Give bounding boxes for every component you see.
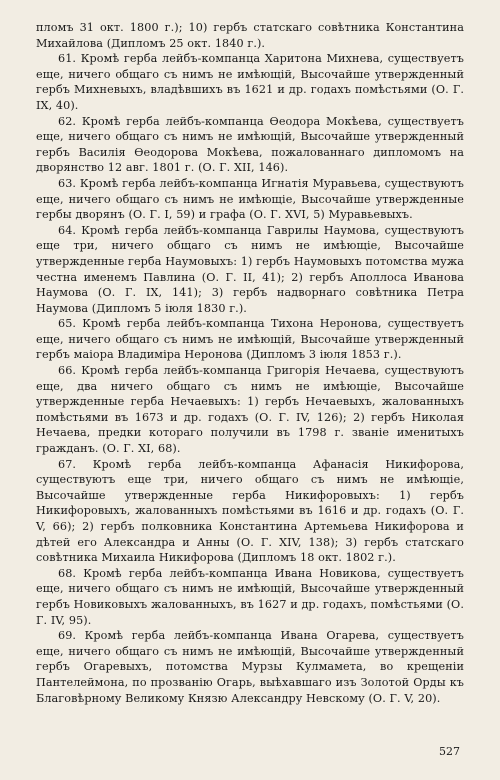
paragraph-61: 61. Кромѣ герба лейбъ-компанца Харитона Михнева, существуетъ еще, ничего общаго съ нимъ не имѣющій, Высочайше утвержденный гербъ Михневыхъ, владѣвшихъ въ 1621 и др. годахъ помѣстьями (О. Г. IX, 40).	[36, 52, 464, 112]
paragraph-67: 67. Кромѣ герба лейбъ-компанца Афанасія Никифорова, существуютъ еще три, ничего общаго съ нимъ не имѣющіе, Высочайше утвержденные герба Никифоровыхъ: 1) гербъ Никифоровыхъ, жалованныхъ помѣстьями въ 1616 и др. годахъ (О. Г. V, 66); 2) гербъ полковника Константина Артемьева Никифорова и дѣтей его Александра и Анны (О. Г. XIV, 138); 3) гербъ статскаго совѣтника Михаила Никифорова (Дипломъ 18 окт. 1802 г.).	[36, 457, 464, 565]
page-number: 527	[439, 745, 460, 758]
body-text	[36, 20, 464, 706]
paragraph-62: 62. Кромѣ герба лейбъ-компанца Ѳеодора Мокѣева, существуетъ еще, ничего общаго съ нимъ не имѣющій, Высочайше утвержденный гербъ Василія Ѳеодорова Мокѣева, пожалованнаго дипломомъ на дворянство 12 авг. 1801 г. (О. Г. XII, 146).	[36, 114, 464, 175]
paragraph-63: 63. Кромѣ герба лейбъ-компанца Игнатія Муравьева, существуютъ еще, ничего общаго съ нимъ не имѣющіе, Высочайше утвержденные гербы дворянъ (О. Г. I, 59) и графа (О. Г. XVI, 5) Муравьевыхъ.	[36, 176, 464, 222]
paragraph-68: 68. Кромѣ герба лейбъ-компанца Ивана Новикова, существуетъ еще, ничего общаго съ нимъ не имѣющій, Высочайше утвержденный гербъ Новиковыхъ жалованныхъ, въ 1627 и др. годахъ, помѣстьями (О. Г. IV, 95).	[36, 566, 464, 627]
paragraph-66: 66. Кромѣ герба лейбъ-компанца Григорія Нечаева, существуютъ еще, два ничего общаго съ нимъ не имѣющіе, Высочайше утвержденные герба Нечаевыхъ: 1) гербъ Нечаевыхъ, жалованныхъ помѣстьями въ 1673 и др. годахъ (О. Г. IV, 126); 2) гербъ Николая Нечаева, предки котораго получили въ 1798 г. званіе именитыхъ гражданъ. (О. Г. XI, 68).	[36, 364, 464, 456]
paragraph-69: 69. Кромѣ герба лейбъ-компанца Ивана Огарева, существуетъ еще, ничего общаго съ нимъ не имѣющій, Высочайше утвержденный гербъ Огаревыхъ, потомства Мурзы Кулмамета, во крещеніи Пантелеймона, по прозванію Огарь, выѣхавшаго изъ Золотой Орды къ Благовѣрному Великому Князю Александру Невскому (О. Г. V, 20).	[36, 629, 464, 705]
paragraph-64: 64. Кромѣ герба лейбъ-компанца Гаврилы Наумова, существуютъ еще три, ничего общаго съ нимъ не имѣющіе, Высочайше утвержденные герба Наумовыхъ: 1) гербъ Наумовыхъ потомства мужа честна именемъ Павлина (О. Г. II, 41); 2) гербъ Аполлоса Иванова Наумова (О. Г. IX, 141); 3) гербъ надворнаго совѣтника Петра Наумова (Дипломъ 5 іюля 1830 г.).	[36, 223, 464, 315]
paragraph-65: 65. Кромѣ герба лейбъ-компанца Тихона Неронова, существуетъ еще, ничего общаго съ нимъ не имѣющій, Высочайше утвержденный гербъ маіора Владиміра Неронова (Дипломъ 3 іюля 1853 г.).	[36, 317, 464, 362]
paragraph-continuation: пломъ 31 окт. 1800 г.); 10) гербъ статскаго совѣтника Константина Михайлова (Дипломъ 25 окт. 1840 г.).	[36, 21, 464, 50]
